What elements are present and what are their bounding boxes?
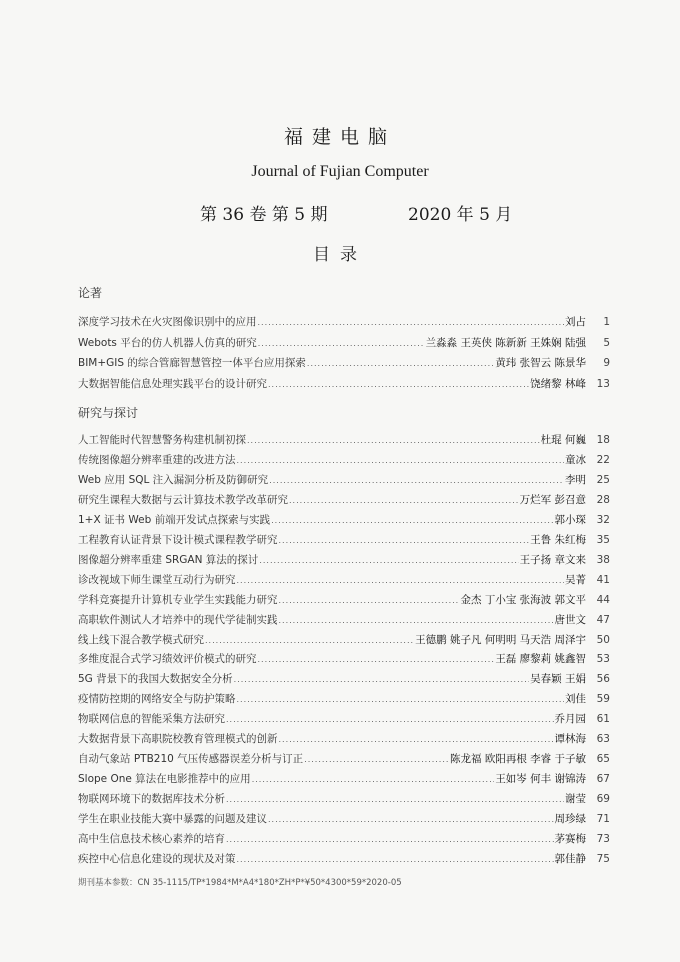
toc-entry[interactable] [78,831,610,847]
entry-page-number: 41 [596,573,610,586]
toc-entry[interactable] [78,731,610,747]
toc-entry[interactable] [78,355,610,371]
toc-entry[interactable] [78,612,610,628]
entry-page-number: 28 [596,493,610,506]
entry-authors: 吴菁 [565,573,586,586]
toc-entry[interactable] [78,552,610,568]
entry-authors: 王鲁 朱红梅 [530,533,586,546]
entry-page-number: 53 [596,653,610,666]
toc-entry[interactable] [78,791,610,807]
dot-leader [289,493,519,509]
toc-entry[interactable] [78,512,610,528]
entry-authors: 乔月园 [554,713,586,726]
journal-parameters: 期刊基本参数：CN 35-1115/TP*1984*M*A4*180*ZH*P*¥50*4300*59*2020-05 [78,878,402,888]
entry-title: 工程教育认证背景下设计模式课程教学研究 [78,533,278,546]
entry-title: 高中生信息技术核心素养的培育 [78,833,225,845]
entry-title: 1+X 证书 Web 前端开发试点探索与实践 [78,513,271,526]
entry-title: 大数据背景下高职院校教育管理模式的创新 [78,733,278,746]
dot-leader [234,672,530,688]
entry-title: 疾控中心信息化建设的现状及对策 [78,852,236,865]
toc-entry[interactable] [78,492,610,508]
dot-leader [258,315,565,331]
entry-page-number: 18 [596,434,610,446]
entry-page-number: 59 [596,693,610,706]
entry-title: 学生在职业技能大赛中暴露的问题及建议 [78,813,267,826]
entry-authors: 陈龙福 欧阳再根 李睿 于子敏 [449,753,586,766]
toc-entry[interactable] [78,432,610,448]
entry-title: BIM+GIS 的综合管廊智慧管控一体平台应用探索 [78,357,306,369]
entry-authors: 黄玮 张智云 陈景华 [495,357,586,369]
dot-leader [237,573,565,589]
toc-entry[interactable] [78,376,610,392]
entry-page-number: 63 [596,733,610,746]
entry-page-number: 38 [596,553,610,566]
entry-page-number: 73 [596,833,610,845]
entry-authors: 周珍绿 [554,813,586,826]
dot-leader [268,377,529,393]
toc-entry[interactable] [78,592,610,608]
dot-leader [226,712,554,728]
dot-leader [258,652,495,668]
toc-entry[interactable] [78,691,610,707]
entry-title: 图像超分辨率重建 SRGAN 算法的探讨 [78,553,259,566]
dot-leader [279,732,554,748]
dot-leader [237,692,565,708]
dot-leader [247,433,540,449]
toc-entry[interactable] [78,751,610,767]
entry-title: 大数据智能信息处理实践平台的设计研究 [78,377,267,390]
entry-authors: 兰淼淼 王英侠 陈新新 王姝娴 陆强 [425,336,586,349]
entry-title: Webots 平台的仿人机器人仿真的研究 [78,336,257,349]
dot-leader [252,772,495,788]
entry-authors: 茅赛梅 [554,833,586,845]
dot-leader [226,792,564,808]
toc-entry[interactable] [78,632,610,648]
entry-authors: 饶绪黎 林峰 [530,377,586,390]
toc-entry[interactable] [78,851,610,867]
entry-authors: 王子扬 章文来 [519,553,586,566]
entry-authors: 杜琨 何巍 [540,434,586,446]
journal-title-cn: 福建电脑 [283,126,396,148]
entry-authors: 吴春颖 王娟 [530,673,586,686]
dot-leader [279,533,530,549]
entry-title: 学科竞赛提升计算机专业学生实践能力研究 [78,593,278,606]
dot-leader [268,812,554,828]
dot-leader [279,593,460,609]
section-heading: 研究与探讨 [78,406,139,420]
entry-title: 物联网信息的智能采集方法研究 [78,713,225,726]
dot-leader [279,613,554,629]
entry-authors: 刘佳 [565,693,586,706]
toc-entry[interactable] [78,452,610,468]
entry-title: 传统图像超分辨率重建的改进方法 [78,453,236,466]
dot-leader [271,513,553,529]
entry-authors: 刘占 [565,316,586,328]
entry-authors: 王德鹏 姚子凡 何明明 马天浩 周泽宇 [415,633,586,646]
entry-page-number: 32 [596,513,610,526]
entry-title: 5G 背景下的我国大数据安全分析 [78,673,233,686]
entry-authors: 谢莹 [565,793,586,806]
entry-title: 人工智能时代智慧警务构建机制初探 [78,434,246,446]
entry-title: 研究生课程大数据与云计算技术教学改革研究 [78,493,288,506]
dot-leader [304,752,449,768]
toc-entry[interactable] [78,472,610,488]
entry-page-number: 44 [596,593,610,606]
entry-authors: 唐世文 [554,613,586,626]
entry-authors: 李明 [565,473,586,486]
toc-title: 目录 [313,245,367,265]
entry-authors: 郭佳静 [554,852,586,865]
entry-page-number: 75 [596,852,610,865]
toc-entry[interactable] [78,671,610,687]
toc-entry[interactable] [78,314,610,330]
entry-title: 物联网环境下的数据库技术分析 [78,793,225,806]
dot-leader [269,473,564,489]
dot-leader [237,852,554,868]
entry-page-number: 13 [596,377,610,390]
entry-page-number: 65 [596,753,610,766]
issue-date: 2020 年 5 月 [408,205,513,225]
entry-title: Slope One 算法在电影推荐中的应用 [78,773,251,786]
entry-page-number: 67 [596,773,610,786]
entry-authors: 王磊 廖黎莉 姚鑫智 [495,653,586,666]
entry-title: 疫情防控期的网络安全与防护策略 [78,693,236,706]
entry-authors: 王如岑 何丰 谢锦涛 [495,773,586,786]
entry-page-number: 9 [603,357,610,369]
toc-entry[interactable] [78,811,610,827]
entry-page-number: 22 [596,453,610,466]
entry-page-number: 50 [596,633,610,646]
entry-page-number: 61 [596,713,610,726]
entry-title: 线上线下混合教学模式研究 [78,633,204,646]
toc-entry[interactable] [78,532,610,548]
dot-leader [226,832,554,848]
entry-page-number: 71 [596,813,610,826]
dot-leader [259,553,518,569]
entry-title: 多维度混合式学习绩效评价模式的研究 [78,653,257,666]
entry-page-number: 35 [596,533,610,546]
entry-page-number: 47 [596,613,610,626]
toc-entry[interactable] [78,335,610,351]
entry-authors: 童冰 [565,453,586,466]
entry-page-number: 5 [603,336,610,349]
journal-title-en: Journal of Fujian Computer [251,163,429,180]
entry-page-number: 56 [596,673,610,686]
entry-authors: 金杰 丁小宝 张海波 郭文平 [460,593,586,606]
entry-authors: 万烂军 彭召意 [519,493,586,506]
entry-title: Web 应用 SQL 注入漏洞分析及防御研究 [78,473,269,486]
entry-title: 高职软件测试人才培养中的现代学徒制实践 [78,613,278,626]
toc-entry[interactable] [78,572,610,588]
entry-page-number: 1 [603,316,610,328]
dot-leader [258,336,425,352]
toc-entry[interactable] [78,771,610,787]
toc-entry[interactable] [78,651,610,667]
toc-entry[interactable] [78,711,610,727]
entry-title: 深度学习技术在火灾图像识别中的应用 [78,316,257,328]
dot-leader [205,633,414,649]
volume-issue: 第 36 卷 第 5 期 [200,205,328,225]
entry-authors: 谭林海 [554,733,586,746]
dot-leader [307,356,494,372]
section-heading: 论著 [78,286,103,300]
entry-page-number: 69 [596,793,610,806]
entry-title: 诊改视域下师生课堂互动行为研究 [78,573,236,586]
entry-authors: 郭小琛 [554,513,586,526]
entry-title: 自动气象站 PTB210 气压传感器误差分析与订正 [78,753,304,766]
dot-leader [237,453,565,469]
entry-page-number: 25 [596,473,610,486]
